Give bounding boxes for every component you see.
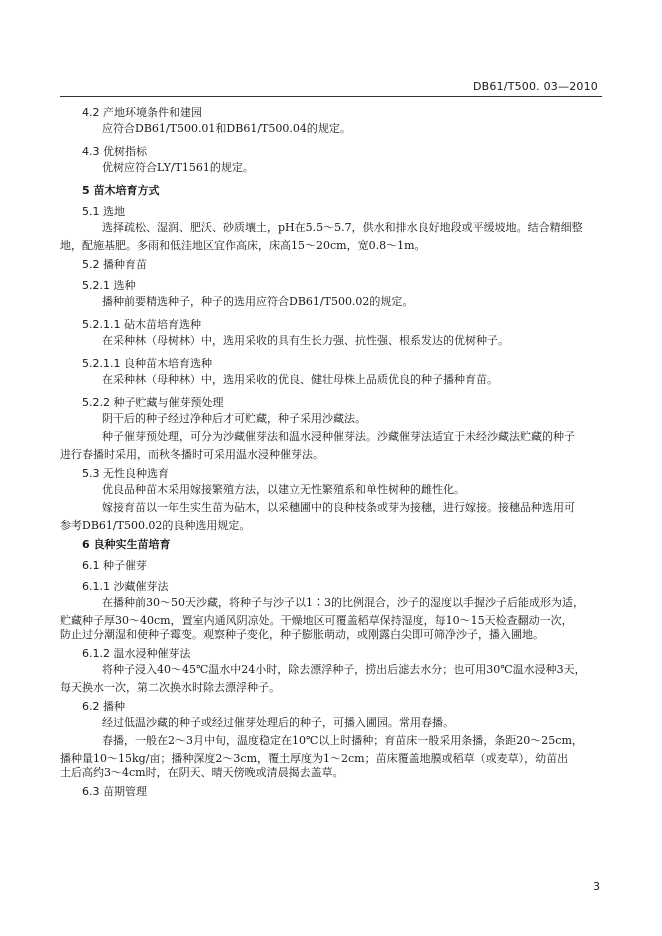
paragraph-line: 春播，一般在2～3月中旬，温度稳定在10℃以上时播种；育苗床一般采用条播，条距20～25cm， — [102, 734, 583, 747]
paragraph-continuation-line: 播种量10～15kg/亩；播种深度2～3cm，覆土厚度为1～2cm；苗床覆盖地膜或稻草（或麦草），幼苗出 — [60, 752, 569, 765]
paragraph-continuation-line: 防止过分潮湿和使种子霉变。观察种子变化，种子膨胀萌动，或刚露白尖即可筛净沙子，播入圃地。 — [60, 628, 544, 641]
paragraph-line: 在采种林（母树林）中，选用采收的具有生长力强、抗性强、根系发达的优树种子。 — [102, 334, 509, 347]
section-heading: 6 良种实生苗培育 — [82, 538, 171, 551]
paragraph-line: 播种前要精选种子，种子的选用应符合DB61/T500.02的规定。 — [102, 295, 414, 308]
section-heading: 5.2.1 选种 — [82, 279, 136, 292]
paragraph-line: 经过低温沙藏的种子或经过催芽处理后的种子，可播入圃园。常用春播。 — [102, 716, 454, 729]
section-heading: 6.1.1 沙藏催芽法 — [82, 580, 169, 593]
paragraph-continuation-line: 进行春播时采用，而秋冬播时可采用温水浸种催芽法。 — [60, 448, 324, 461]
paragraph-line: 优树应符合LY/T1561的规定。 — [102, 161, 254, 174]
section-heading: 6.1.2 温水浸种催芽法 — [82, 647, 191, 660]
section-heading: 5.2.2 种子贮藏与催芽预处理 — [82, 396, 224, 409]
section-heading: 6.1 种子催芽 — [82, 559, 147, 572]
section-heading: 5.3 无性良种选育 — [82, 467, 169, 480]
paragraph-line: 在播种前30～50天沙藏，将种子与沙子以1∶3的比例混合，沙子的湿度以手握沙子后能成形为适， — [102, 596, 584, 609]
section-heading: 5.2.1.1 良种苗木培育选种 — [82, 357, 212, 370]
section-heading: 6.3 苗期管理 — [82, 785, 147, 798]
section-heading: 5 苗木培育方式 — [82, 184, 160, 197]
section-heading: 5.1 选地 — [82, 205, 125, 218]
section-heading: 4.3 优树指标 — [82, 145, 147, 158]
paragraph-line: 阴干后的种子经过净种后才可贮藏，种子采用沙藏法。 — [102, 412, 366, 425]
paragraph-line: 应符合DB61/T500.01和DB61/T500.04的规定。 — [102, 122, 351, 135]
paragraph-line: 在采种林（母种林）中，选用采收的优良、健壮母株上品质优良的种子播种育苗。 — [102, 373, 498, 386]
paragraph-line: 将种子浸入40～45℃温水中24小时，除去漂浮种子，捞出后滤去水分；也可用30℃温水浸种3天， — [102, 663, 586, 676]
document-code-header: DB61/T500. 03—2010 — [472, 80, 598, 93]
paragraph-continuation-line: 贮藏种子厚30～40cm，置室内通风阴凉处。干燥地区可覆盖稻草保持湿度，每10～15天检查翻动一次， — [60, 614, 573, 627]
paragraph-line: 种子催芽预处理，可分为沙藏催芽法和温水浸种催芽法。沙藏催芽法适宜于未经沙藏法贮藏的种子 — [102, 430, 575, 443]
paragraph-line: 选择疏松、湿润、肥沃、砂质壤土，pH在5.5～5.7，供水和排水良好地段或平缓坡地。结合精细整 — [102, 221, 583, 234]
section-heading: 4.2 产地环境条件和建园 — [82, 106, 202, 119]
paragraph-line: 嫁接育苗以一年生实生苗为砧木，以采穗圃中的良种枝条或芽为接穗，进行嫁接。接穗品种选用可 — [102, 501, 575, 514]
section-heading: 6.2 播种 — [82, 700, 125, 713]
paragraph-continuation-line: 每天换水一次，第二次换水时除去漂浮种子。 — [60, 681, 280, 694]
paragraph-continuation-line: 土后高约3～4cm时，在阴天、晴天傍晚或清晨揭去盖草。 — [60, 766, 344, 779]
header-rule — [60, 96, 602, 97]
section-heading: 5.2 播种育苗 — [82, 258, 147, 271]
section-heading: 5.2.1.1 砧木苗培育选种 — [82, 318, 201, 331]
paragraph-line: 优良品种苗木采用嫁接繁殖方法，以建立无性繁殖系和单性树种的雌性化。 — [102, 483, 465, 496]
document-body — [60, 101, 602, 801]
paragraph-continuation-line: 参考DB61/T500.02的良种选用规定。 — [60, 519, 251, 532]
paragraph-continuation-line: 地，配施基肥。多雨和低洼地区宜作高床，床高15～20cm，宽0.8～1m。 — [60, 239, 426, 252]
page-number: 3 — [593, 880, 600, 893]
